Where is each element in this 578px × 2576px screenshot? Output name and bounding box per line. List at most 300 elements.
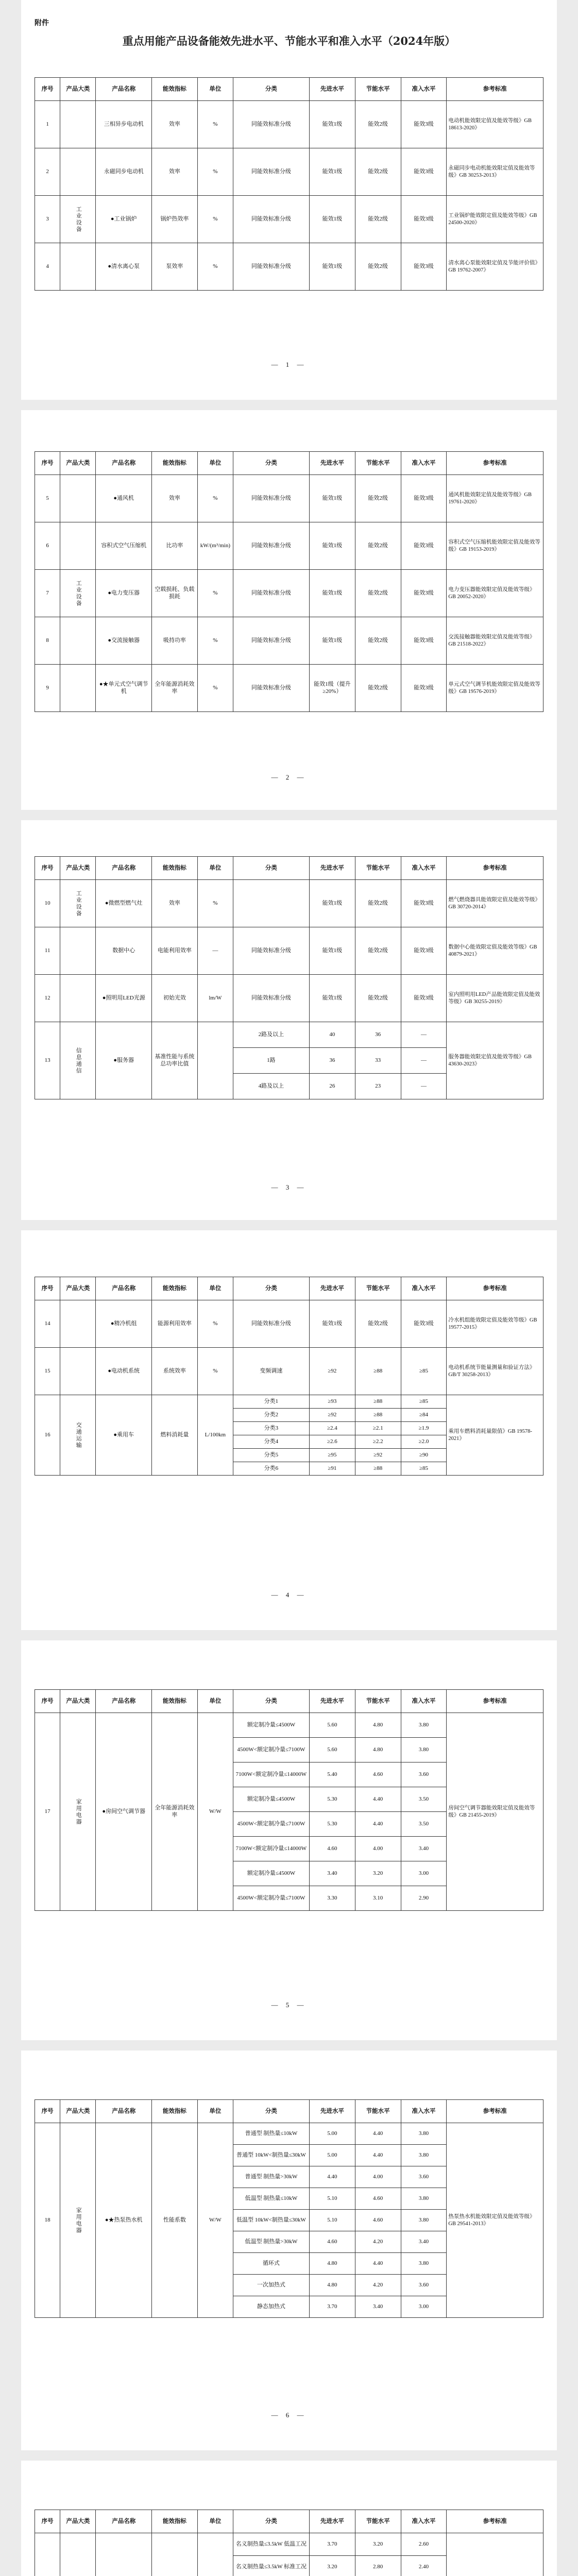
- classification: 变频调速: [233, 1348, 309, 1395]
- reference-standard: 房间空气调节器能效限定值及能效等级》GB 21455-2019》: [447, 1713, 543, 1911]
- product-name: ●电动机系统: [96, 1348, 152, 1395]
- advanced-level: 4.40: [309, 2166, 355, 2188]
- column-header: 先进水平: [309, 1690, 355, 1713]
- entry-level: 能效3级: [401, 880, 447, 927]
- document-page-6: [21, 2050, 557, 2450]
- unit: %: [197, 243, 233, 291]
- entry-level: —: [401, 1048, 447, 1074]
- entry-level: ≥85: [401, 1348, 447, 1395]
- advanced-level: 能效1级: [309, 570, 355, 617]
- document-page-3: [21, 820, 557, 1220]
- column-header: 产品名称: [96, 452, 152, 475]
- product-category: 交通运输: [60, 1395, 96, 1476]
- reference-standard: 永磁同步电动机能效限定值及能效等级》GB 30253-2013》: [447, 148, 543, 196]
- column-header: 产品大类: [60, 1277, 96, 1300]
- entry-level: —: [401, 1022, 447, 1048]
- row-number: 9: [35, 665, 60, 712]
- reference-standard: 通风机能效限定值及能效等级》GB 19761-2020》: [447, 475, 543, 522]
- column-header: 先进水平: [309, 1277, 355, 1300]
- classification: 低温型 制热量>30kW: [233, 2231, 309, 2253]
- column-header: 节能水平: [355, 452, 401, 475]
- classification: 低温型 制热量≤10kW: [233, 2188, 309, 2210]
- table-header-row: [35, 1277, 543, 1300]
- row-number: 6: [35, 522, 60, 570]
- column-header: 单位: [197, 2100, 233, 2123]
- table-row: [35, 2533, 543, 2556]
- advanced-level: 4.80: [309, 2253, 355, 2275]
- efficiency-indicator: 比功率: [151, 522, 197, 570]
- product-name: ●★热泵热水机: [96, 2123, 152, 2318]
- product-name: ●照明用LED光源: [96, 975, 152, 1022]
- reference-standard: 单元式空气调节机能效限定值及能效等级》GB 19576-2019》: [447, 665, 543, 712]
- table-row: [35, 1713, 543, 1738]
- column-header: 产品大类: [60, 857, 96, 880]
- product-category: [60, 243, 96, 291]
- row-number: 3: [35, 196, 60, 243]
- column-header: 分类: [233, 2100, 309, 2123]
- classification: 同能效标准分级: [233, 570, 309, 617]
- unit: %: [197, 880, 233, 927]
- product-name: ●清水离心泵: [96, 243, 152, 291]
- column-header: 先进水平: [309, 2510, 355, 2533]
- table-header-row: [35, 1690, 543, 1713]
- product-name: 数据中心: [96, 927, 152, 975]
- advanced-level: 能效1级（提升≥20%）: [309, 665, 355, 712]
- advanced-level: 5.30: [309, 1812, 355, 1837]
- advanced-level: 5.00: [309, 2123, 355, 2145]
- row-number: 12: [35, 975, 60, 1022]
- row-number: 4: [35, 243, 60, 291]
- column-header: 分类: [233, 2510, 309, 2533]
- entry-level: 3.00: [401, 1861, 447, 1886]
- product-category: 信息通信: [60, 1022, 96, 1099]
- classification: 7100W<额定制冷量≤14000W: [233, 1762, 309, 1787]
- table-header-row: [35, 2100, 543, 2123]
- entry-level: 能效3级: [401, 570, 447, 617]
- column-header: 先进水平: [309, 857, 355, 880]
- energy-saving-level: 4.60: [355, 2188, 401, 2210]
- entry-level: 3.00: [401, 2296, 447, 2318]
- document-page-1: [21, 0, 557, 400]
- table-row: [35, 196, 543, 243]
- energy-saving-level: ≥92: [355, 1449, 401, 1462]
- product-name: ●交流接触器: [96, 617, 152, 665]
- reference-standard: 容积式空气压缩机能效限定值及能效等级》GB 19153-2019》: [447, 522, 543, 570]
- column-header: 能效指标: [151, 2100, 197, 2123]
- reference-standard: 清水离心泵能效限定值及节能评价值》GB 19762-2007》: [447, 243, 543, 291]
- column-header: 序号: [35, 452, 60, 475]
- column-header: 产品名称: [96, 78, 152, 101]
- entry-level: 3.60: [401, 2166, 447, 2188]
- column-header: 产品大类: [60, 452, 96, 475]
- advanced-level: 能效1级: [309, 880, 355, 927]
- row-number: 18: [35, 2123, 60, 2318]
- product-category: [60, 665, 96, 712]
- efficiency-indicator: 效率: [151, 101, 197, 148]
- efficiency-indicator: 效率: [151, 475, 197, 522]
- advanced-level: 能效1级: [309, 927, 355, 975]
- classification: 2路及以上: [233, 1022, 309, 1048]
- unit: %: [197, 1300, 233, 1348]
- product-name: 三相异步电动机: [96, 101, 152, 148]
- entry-level: ≥90: [401, 1449, 447, 1462]
- unit: %: [197, 570, 233, 617]
- product-name: ●房间空气调节器: [96, 1713, 152, 1911]
- row-number: 11: [35, 927, 60, 975]
- column-header: 能效指标: [151, 1277, 197, 1300]
- product-name: ●乘用车: [96, 1395, 152, 1476]
- column-header: 能效指标: [151, 2510, 197, 2533]
- reference-standard: [447, 2533, 543, 2576]
- product-category: [60, 617, 96, 665]
- classification: 同能效标准分级: [233, 665, 309, 712]
- column-header: 产品大类: [60, 2100, 96, 2123]
- classification: 同能效标准分级: [233, 475, 309, 522]
- column-header: 序号: [35, 857, 60, 880]
- product-name: ●★单元式空气调节机: [96, 665, 152, 712]
- entry-level: 3.40: [401, 1837, 447, 1861]
- entry-level: ≥85: [401, 1462, 447, 1476]
- column-header: 分类: [233, 857, 309, 880]
- table-row: [35, 975, 543, 1022]
- energy-saving-level: 能效2级: [355, 475, 401, 522]
- product-name: ●通风机: [96, 475, 152, 522]
- standards-table-page-2: [35, 451, 543, 712]
- column-header: 产品名称: [96, 2100, 152, 2123]
- column-header: 准入水平: [401, 2100, 447, 2123]
- standards-table-page-5: [35, 1689, 543, 1911]
- entry-level: 能效3级: [401, 101, 447, 148]
- column-header: 节能水平: [355, 78, 401, 101]
- efficiency-indicator: 初始光效: [151, 975, 197, 1022]
- product-name: 永磁同步电动机: [96, 148, 152, 196]
- document-page-4: [21, 1230, 557, 1630]
- entry-level: 能效3级: [401, 665, 447, 712]
- row-number: 13: [35, 1022, 60, 1099]
- classification: 1路: [233, 1048, 309, 1074]
- column-header: 序号: [35, 1690, 60, 1713]
- column-header: 产品名称: [96, 857, 152, 880]
- energy-saving-level: 3.20: [355, 1861, 401, 1886]
- classification: 4500W<额定制冷量≤7100W: [233, 1886, 309, 1911]
- energy-saving-level: ≥88: [355, 1348, 401, 1395]
- advanced-level: ≥2.4: [309, 1422, 355, 1435]
- column-header: 分类: [233, 78, 309, 101]
- unit: %: [197, 101, 233, 148]
- entry-level: 3.50: [401, 1812, 447, 1837]
- classification: 名义制热量≤3.5kW 低温工况: [233, 2533, 309, 2556]
- energy-saving-level: 4.20: [355, 2231, 401, 2253]
- classification: 额定制冷量≤4500W: [233, 1861, 309, 1886]
- advanced-level: 26: [309, 1074, 355, 1099]
- advanced-level: ≥91: [309, 1462, 355, 1476]
- advanced-level: ≥92: [309, 1409, 355, 1422]
- row-number: [35, 2533, 60, 2576]
- column-header: 分类: [233, 452, 309, 475]
- column-header: 参考标准: [447, 1690, 543, 1713]
- entry-level: 3.80: [401, 2210, 447, 2231]
- product-name: [96, 2533, 152, 2576]
- energy-saving-level: ≥2.2: [355, 1435, 401, 1449]
- energy-saving-level: 能效2级: [355, 522, 401, 570]
- table-row: [35, 243, 543, 291]
- column-header: 序号: [35, 78, 60, 101]
- efficiency-indicator: 系统效率: [151, 1348, 197, 1395]
- reference-standard: 工业锅炉能效限定值及能效等级》GB 24500-2020》: [447, 196, 543, 243]
- table-row: [35, 1348, 543, 1395]
- energy-saving-level: 能效2级: [355, 617, 401, 665]
- column-header: 分类: [233, 1277, 309, 1300]
- entry-level: 3.80: [401, 2188, 447, 2210]
- classification: 分类5: [233, 1449, 309, 1462]
- entry-level: 3.60: [401, 1762, 447, 1787]
- column-header: 产品名称: [96, 1690, 152, 1713]
- unit: —: [197, 927, 233, 975]
- column-header: 能效指标: [151, 452, 197, 475]
- energy-saving-level: 能效2级: [355, 1300, 401, 1348]
- efficiency-indicator: 空载损耗、负载损耗: [151, 570, 197, 617]
- entry-level: 3.80: [401, 1738, 447, 1762]
- energy-saving-level: 4.40: [355, 2253, 401, 2275]
- column-header: 产品大类: [60, 1690, 96, 1713]
- product-category: 工业设备: [60, 196, 96, 243]
- unit: %: [197, 665, 233, 712]
- efficiency-indicator: 电能利用效率: [151, 927, 197, 975]
- entry-level: 能效3级: [401, 1300, 447, 1348]
- column-header: 单位: [197, 2510, 233, 2533]
- advanced-level: 能效1级: [309, 475, 355, 522]
- energy-saving-level: 3.10: [355, 1886, 401, 1911]
- reference-standard: 服务器能效限定值及能效等级》GB 43630-2023》: [447, 1022, 543, 1099]
- product-category: [60, 522, 96, 570]
- efficiency-indicator: 吸持功率: [151, 617, 197, 665]
- document-page-7: [21, 2461, 557, 2576]
- column-header: 序号: [35, 2510, 60, 2533]
- column-header: 参考标准: [447, 78, 543, 101]
- advanced-level: 4.60: [309, 2231, 355, 2253]
- advanced-level: 5.00: [309, 2145, 355, 2166]
- table-header-row: [35, 452, 543, 475]
- efficiency-indicator: 性能系数: [151, 2123, 197, 2318]
- table-row: [35, 1395, 543, 1409]
- classification: 分类1: [233, 1395, 309, 1409]
- energy-saving-level: 能效2级: [355, 243, 401, 291]
- classification: 循环式: [233, 2253, 309, 2275]
- column-header: 参考标准: [447, 857, 543, 880]
- classification: 一次加热式: [233, 2275, 309, 2296]
- classification: 同能效标准分级: [233, 927, 309, 975]
- advanced-level: 4.60: [309, 1837, 355, 1861]
- reference-standard: 电动机系统节能量测量和验证方法》GB/T 30258-2013》: [447, 1348, 543, 1395]
- efficiency-indicator: 基准性能与系统总功率比值: [151, 1022, 197, 1099]
- energy-saving-level: 4.00: [355, 1837, 401, 1861]
- advanced-level: 40: [309, 1022, 355, 1048]
- column-header: 能效指标: [151, 1690, 197, 1713]
- row-number: 8: [35, 617, 60, 665]
- classification: 4500W<额定制冷量≤7100W: [233, 1812, 309, 1837]
- energy-saving-level: 4.40: [355, 2145, 401, 2166]
- energy-saving-level: 4.20: [355, 2275, 401, 2296]
- classification: [233, 880, 309, 927]
- classification: 同能效标准分级: [233, 1300, 309, 1348]
- page-number: — 6 —: [271, 2411, 307, 2419]
- table-header-row: [35, 78, 543, 101]
- column-header: 序号: [35, 2100, 60, 2123]
- table-row: [35, 475, 543, 522]
- column-header: 序号: [35, 1277, 60, 1300]
- table-header-row: [35, 2510, 543, 2533]
- table-row: [35, 1300, 543, 1348]
- energy-saving-level: 能效2级: [355, 570, 401, 617]
- entry-level: 3.80: [401, 2253, 447, 2275]
- column-header: 产品名称: [96, 2510, 152, 2533]
- energy-saving-level: 能效2级: [355, 975, 401, 1022]
- product-category: [60, 1300, 96, 1348]
- table-row: [35, 1022, 543, 1048]
- classification: 分类6: [233, 1462, 309, 1476]
- efficiency-indicator: 全年能源消耗效率: [151, 665, 197, 712]
- column-header: 分类: [233, 1690, 309, 1713]
- product-name: ●精冷机组: [96, 1300, 152, 1348]
- reference-standard: 燃气燃烧器具能效限定值及能效等级》GB 30720-2014》: [447, 880, 543, 927]
- column-header: 产品大类: [60, 78, 96, 101]
- column-header: 产品大类: [60, 2510, 96, 2533]
- table-row: [35, 617, 543, 665]
- unit: kW/(m³/min): [197, 522, 233, 570]
- advanced-level: 36: [309, 1048, 355, 1074]
- efficiency-indicator: 效率: [151, 148, 197, 196]
- energy-saving-level: 36: [355, 1022, 401, 1048]
- column-header: 先进水平: [309, 78, 355, 101]
- entry-level: 能效3级: [401, 522, 447, 570]
- classification: 分类3: [233, 1422, 309, 1435]
- column-header: 单位: [197, 1690, 233, 1713]
- product-category: [60, 2533, 96, 2576]
- entry-level: 2.40: [401, 2556, 447, 2576]
- column-header: 单位: [197, 78, 233, 101]
- attachment-label: 附件: [35, 20, 49, 27]
- advanced-level: ≥93: [309, 1395, 355, 1409]
- entry-level: ≥1.9: [401, 1422, 447, 1435]
- classification: 同能效标准分级: [233, 196, 309, 243]
- entry-level: —: [401, 1074, 447, 1099]
- standards-table-page-1: [35, 77, 543, 291]
- classification: 静态加热式: [233, 2296, 309, 2318]
- table-row: [35, 148, 543, 196]
- table-header-row: [35, 857, 543, 880]
- product-category: [60, 101, 96, 148]
- product-category: [60, 148, 96, 196]
- energy-saving-level: 能效2级: [355, 196, 401, 243]
- advanced-level: 3.70: [309, 2533, 355, 2556]
- unit: %: [197, 1348, 233, 1395]
- advanced-level: 5.10: [309, 2188, 355, 2210]
- advanced-level: 能效1级: [309, 975, 355, 1022]
- page-number: — 2 —: [271, 773, 307, 781]
- classification: 4500W<额定制冷量≤7100W: [233, 1738, 309, 1762]
- column-header: 产品名称: [96, 1277, 152, 1300]
- product-name: ●服务器: [96, 1022, 152, 1099]
- entry-level: ≥85: [401, 1395, 447, 1409]
- advanced-level: ≥2.6: [309, 1435, 355, 1449]
- standards-table-page-3: [35, 856, 543, 1099]
- advanced-level: 能效1级: [309, 148, 355, 196]
- column-header: 准入水平: [401, 78, 447, 101]
- advanced-level: 5.60: [309, 1713, 355, 1738]
- energy-saving-level: 4.40: [355, 1812, 401, 1837]
- energy-saving-level: ≥88: [355, 1462, 401, 1476]
- column-header: 参考标准: [447, 452, 543, 475]
- unit: %: [197, 617, 233, 665]
- advanced-level: ≥92: [309, 1348, 355, 1395]
- document-page-5: [21, 1640, 557, 2040]
- efficiency-indicator: [151, 2533, 197, 2576]
- page-number: — 4 —: [271, 1591, 307, 1599]
- entry-level: 3.80: [401, 2145, 447, 2166]
- product-category: 工业设备: [60, 880, 96, 927]
- row-number: 10: [35, 880, 60, 927]
- row-number: 1: [35, 101, 60, 148]
- advanced-level: 5.60: [309, 1738, 355, 1762]
- column-header: 先进水平: [309, 2100, 355, 2123]
- product-name: ●电力变压器: [96, 570, 152, 617]
- row-number: 5: [35, 475, 60, 522]
- table-row: [35, 2123, 543, 2145]
- efficiency-indicator: 泵效率: [151, 243, 197, 291]
- entry-level: 3.40: [401, 2231, 447, 2253]
- advanced-level: 3.20: [309, 2556, 355, 2576]
- column-header: 节能水平: [355, 1690, 401, 1713]
- entry-level: 能效3级: [401, 617, 447, 665]
- advanced-level: 能效1级: [309, 243, 355, 291]
- unit: %: [197, 475, 233, 522]
- classification: 额定制冷量≤4500W: [233, 1713, 309, 1738]
- reference-standard: 冷水机组能效限定值及能效等级》GB 19577-2015》: [447, 1300, 543, 1348]
- column-header: 节能水平: [355, 1277, 401, 1300]
- classification: 同能效标准分级: [233, 617, 309, 665]
- classification: 同能效标准分级: [233, 243, 309, 291]
- document-title: 重点用能产品设备能效先进水平、节能水平和准入水平（2024年版）: [122, 35, 456, 47]
- energy-saving-level: 能效2级: [355, 880, 401, 927]
- column-header: 准入水平: [401, 452, 447, 475]
- energy-saving-level: 能效2级: [355, 927, 401, 975]
- energy-saving-level: 能效2级: [355, 101, 401, 148]
- energy-saving-level: 能效2级: [355, 148, 401, 196]
- column-header: 准入水平: [401, 2510, 447, 2533]
- row-number: 17: [35, 1713, 60, 1911]
- energy-saving-level: 23: [355, 1074, 401, 1099]
- table-row: [35, 522, 543, 570]
- column-header: 参考标准: [447, 2510, 543, 2533]
- classification: 4路及以上: [233, 1074, 309, 1099]
- column-header: 准入水平: [401, 1690, 447, 1713]
- product-name: ●工业锅炉: [96, 196, 152, 243]
- entry-level: 能效3级: [401, 975, 447, 1022]
- row-number: 14: [35, 1300, 60, 1348]
- advanced-level: 3.30: [309, 1886, 355, 1911]
- column-header: 节能水平: [355, 2100, 401, 2123]
- classification: 同能效标准分级: [233, 522, 309, 570]
- entry-level: 3.80: [401, 1713, 447, 1738]
- row-number: 7: [35, 570, 60, 617]
- classification: 普通型 制热量>30kW: [233, 2166, 309, 2188]
- page-number: — 3 —: [271, 1183, 307, 1191]
- classification: 同能效标准分级: [233, 101, 309, 148]
- efficiency-indicator: 锅炉热效率: [151, 196, 197, 243]
- advanced-level: 能效1级: [309, 196, 355, 243]
- advanced-level: 5.30: [309, 1787, 355, 1812]
- product-category: 家用电器: [60, 1713, 96, 1911]
